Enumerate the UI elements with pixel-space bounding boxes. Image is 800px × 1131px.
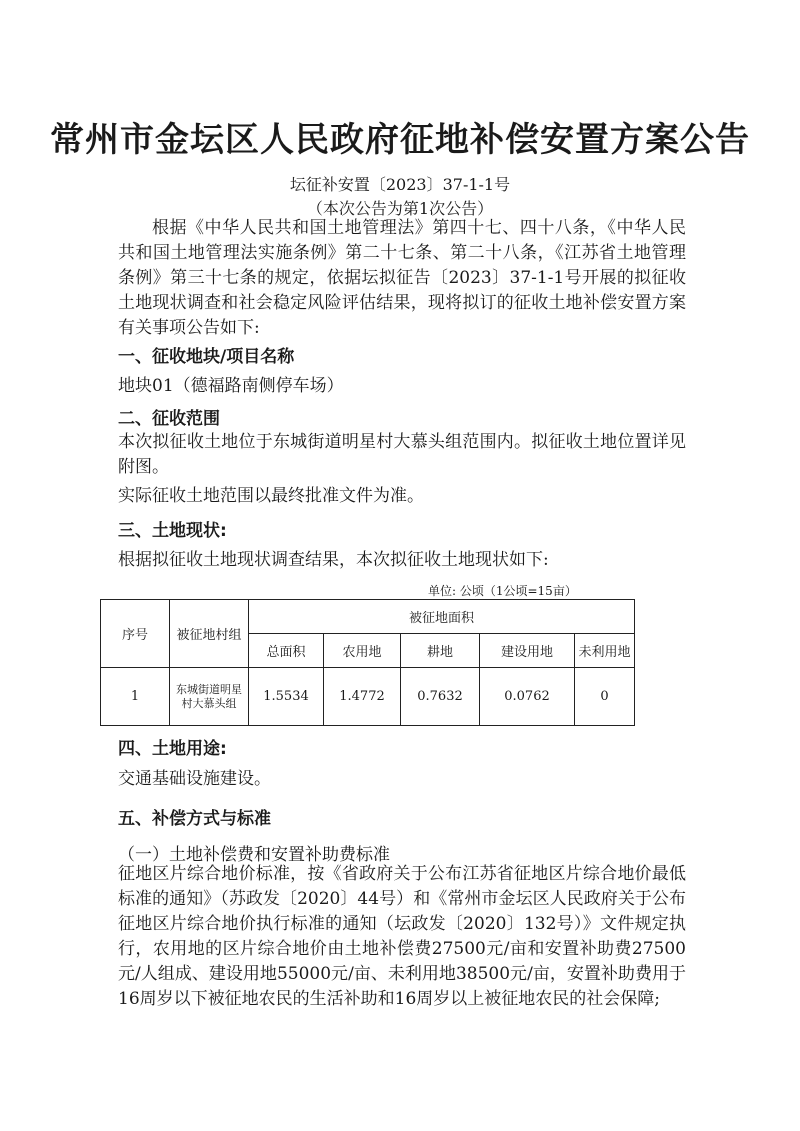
table-unit-note: 单位: 公顷（1公顷=15亩） [428,584,577,598]
intro-paragraph: 根据《中华人民共和国土地管理法》第四十七、四十八条，《中华人民共和国土地管理法实施条例》第二十七条、第二十八条，《江苏省土地管理条例》第三十七条的规定，依据坛拟征告〔2023〕37-1-1号开展的拟征收土地现状调查和社会稳定风险评估结果，现将拟订的征收土地补偿安置方案有关事项公告如下: [118,218,686,338]
header-area: 被征地面积 [249,600,635,634]
section-1-heading: 一、征收地块/项目名称 [118,347,295,367]
section-3-text: 根据拟征收土地现状调查结果，本次拟征收土地现状如下: [118,550,549,570]
header-agri: 农用地 [324,634,401,668]
document-number: 坛征补安置〔2023〕37-1-1号 [289,175,511,194]
section-5-subheading: （一）土地补偿费和安置补助费标准 [118,845,390,865]
header-arable: 耕地 [401,634,480,668]
cell-arable: 0.7632 [401,668,480,726]
cell-unused: 0 [575,668,635,726]
cell-village: 东城街道明星村大慕头组 [170,668,249,726]
cell-agri: 1.4772 [324,668,401,726]
header-no: 序号 [101,600,170,668]
land-status-table [100,599,635,726]
header-village: 被征地村组 [170,600,249,668]
section-4-text: 交通基础设施建设。 [118,769,271,789]
section-1-text: 地块01（德福路南侧停车场） [118,376,344,396]
notice-count: （本次公告为第1次公告） [306,199,494,218]
cell-construction: 0.0762 [480,668,575,726]
section-2-heading: 二、征收范围 [118,409,220,429]
header-construction: 建设用地 [480,634,575,668]
section-3-heading: 三、土地现状: [118,521,227,541]
section-5-text: 征地区片综合地价标准，按《省政府关于公布江苏省征地区片综合地价最低标准的通知》（苏政发〔2020〕44号）和《常州市金坛区人民政府关于公布征地区片综合地价执行标准的通知（坛政发〔2020〕132号）》文件规定执行，农用地的区片综合地价由土地补偿费27500元/亩和安置补助费27500元/人组成、建设用地55000元/亩、未利用地38500元/亩，安置补助费用于16周岁以下被征地农民的生活补助和16周岁以上被征地农民的社会保障; [118,864,686,1009]
section-4-heading: 四、土地用途: [118,739,227,759]
section-2-text-2: 实际征收土地范围以最终批准文件为准。 [118,486,424,506]
cell-total: 1.5534 [249,668,324,726]
cell-no: 1 [101,668,170,726]
header-unused: 未利用地 [575,634,635,668]
page-title: 常州市金坛区人民政府征地补偿安置方案公告 [50,120,750,160]
section-5-heading: 五、补偿方式与标准 [118,809,271,829]
section-2-text-1: 本次拟征收土地位于东城街道明星村大慕头组范围内。拟征收土地位置详见附图。 [118,432,686,477]
table-row [101,668,635,726]
header-total: 总面积 [249,634,324,668]
